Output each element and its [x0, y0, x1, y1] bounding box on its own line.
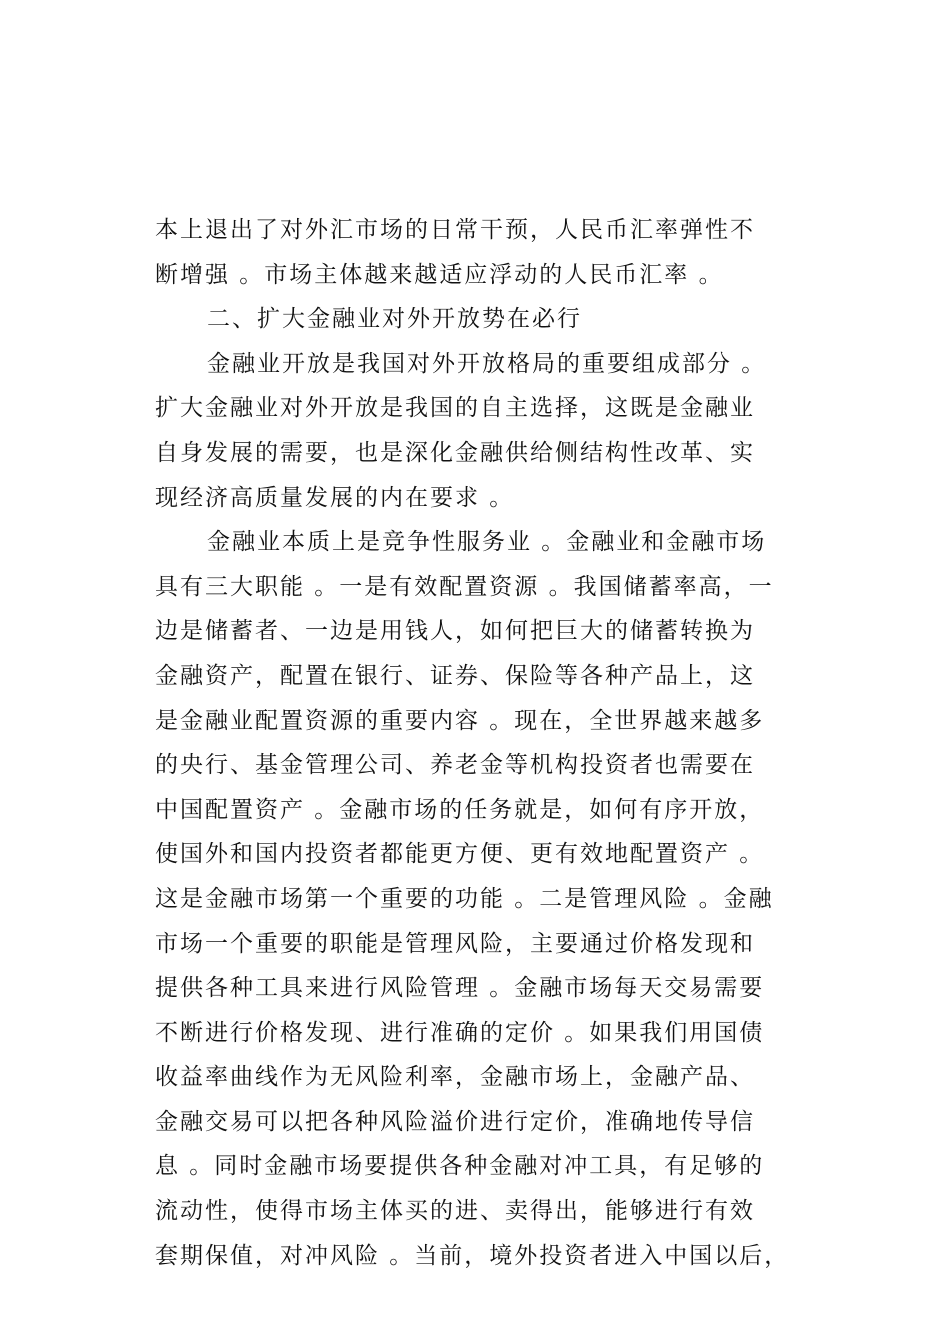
text-line: 市场一个重要的职能是管理风险，主要通过价格发现和: [155, 930, 755, 957]
text-line: 中国配置资产 。金融市场的任务就是，如何有序开放，: [155, 796, 765, 823]
text-line: 金融业开放是我国对外开放格局的重要组成部分 。: [207, 350, 767, 377]
text-line: 现经济高质量发展的内在要求 。: [155, 484, 515, 511]
text-line: 是金融业配置资源的重要内容 。现在，全世界越来越多: [155, 707, 765, 734]
text-line: 这是金融市场第一个重要的功能 。二是管理风险 。金融: [155, 885, 774, 912]
text-line: 收益率曲线作为无风险利率，金融市场上，金融产品、: [155, 1064, 755, 1091]
text-line: 边是储蓄者、一边是用钱人，如何把巨大的储蓄转换为: [155, 618, 755, 645]
text-line: 自身发展的需要，也是深化金融供给侧结构性改革、实: [155, 439, 755, 466]
text-line: 本上退出了对外汇市场的日常干预，人民币汇率弹性不: [155, 217, 755, 243]
text-line: 提供各种工具来进行风险管理 。金融市场每天交易需要: [155, 975, 765, 1002]
text-line: 套期保值，对冲风险 。当前，境外投资者进入中国以后，: [155, 1242, 790, 1269]
text-line: 金融资产，配置在银行、证券、保险等各种产品上，这: [155, 662, 755, 689]
text-line: 流动性，使得市场主体买的进、卖得出，能够进行有效: [155, 1198, 755, 1225]
text-line: 金融业本质上是竞争性服务业 。金融业和金融市场: [207, 529, 767, 556]
text-line: 息 。同时金融市场要提供各种金融对冲工具，有足够的: [155, 1153, 765, 1180]
text-line: 的央行、基金管理公司、养老金等机构投资者也需要在: [155, 752, 755, 779]
text-line: 金融交易可以把各种风险溢价进行定价，准确地传导信: [155, 1108, 755, 1135]
text-line: 具有三大职能 。一是有效配置资源 。我国储蓄率高，一: [155, 573, 774, 600]
body-text: [155, 208, 815, 1278]
text-line: 断增强 。市场主体越来越适应浮动的人民币汇率 。: [155, 261, 724, 288]
text-line: 使国外和国内投资者都能更方便、更有效地配置资产 。: [155, 841, 765, 868]
section-heading: 二、扩大金融业对外开放势在必行: [207, 306, 582, 333]
text-line: 扩大金融业对外开放是我国的自主选择，这既是金融业: [155, 395, 755, 422]
text-line: 不断进行价格发现、进行准确的定价 。如果我们用国债: [155, 1019, 765, 1046]
